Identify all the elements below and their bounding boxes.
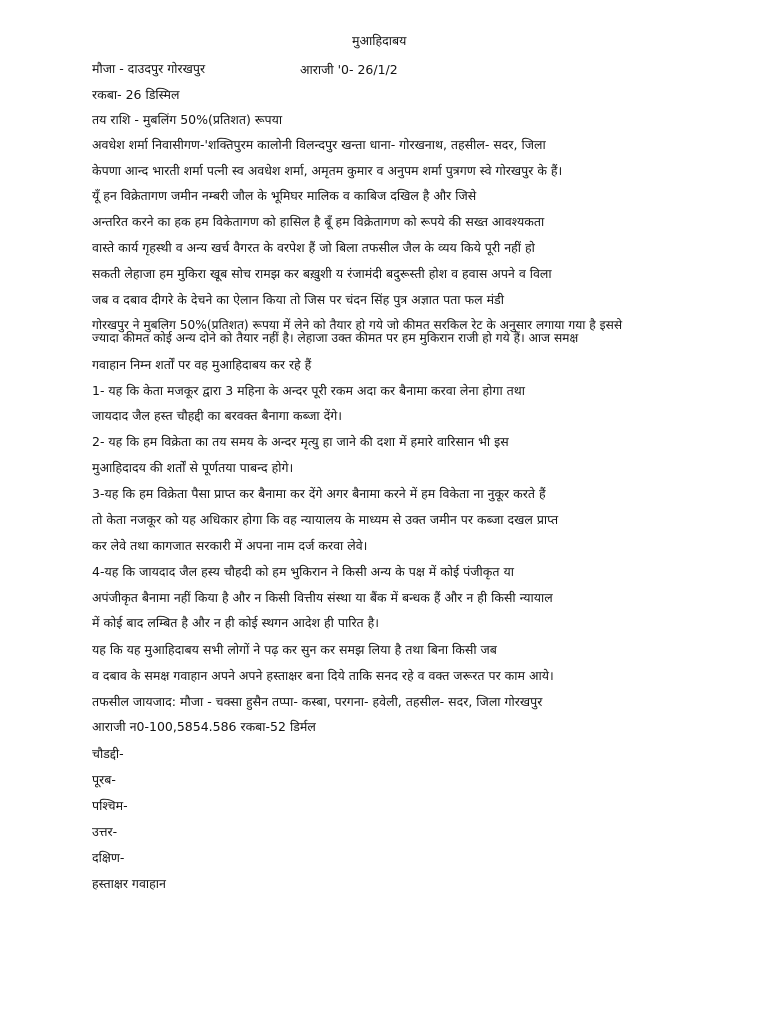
boundary-heading: चौडद्दी- xyxy=(92,746,124,761)
boundary-west: पश्चिम- xyxy=(92,798,128,813)
text-line: अन्तरित करने का हक हम विकेतागण को हासिल है बूँ हम विक्रेतागण को रूपये की सख्त आवश्यकता xyxy=(92,214,545,229)
text-line: तय राशि - मुबलिंग 50%(प्रतिशत) रूपया xyxy=(92,112,283,127)
header-mauja: मौजा - दाउदपुर गोरखपुर xyxy=(92,61,206,76)
clause-1-line-1: 1- यह कि केता मजकूर द्वारा 3 महिना के अन्दर पूरी रकम अदा कर बैनामा करवा लेना होगा तथा xyxy=(92,383,526,398)
boundary-north: उत्तर- xyxy=(92,824,118,839)
clause-4-line-3: में कोई बाद लम्बित है और न ही कोई स्थगन आदेश ही पारित है। xyxy=(92,615,380,630)
text-line: अवधेश शर्मा निवासीगण-'शक्तिपुरम कालोनी विलन्दपुर खन्ता धाना- गोरखनाथ, तहसील- सदर, जिला xyxy=(92,137,546,152)
text-line: जब व दबाव दीगरे के देचने का ऐलान किया तो जिस पर चंदन सिंह पुत्र अज्ञात पता फल मंडी xyxy=(92,292,504,307)
property-details: तफसील जायजाद: मौजा - चक्सा हुसैन तप्पा- कस्बा, परगना- हवेली, तहसील- सदर, जिला गोरखपुर xyxy=(92,694,543,709)
text-line: व दबाव के समक्ष गवाहान अपने अपने हस्ताक्षर बना दिये ताकि सनद रहे व वक्त जरूरत पर काम आये। xyxy=(92,668,554,683)
boundary-south: दक्षिण- xyxy=(92,850,125,865)
property-araji: आराजी न0-100,5854.586 रकबा-52 डिर्मल xyxy=(92,719,316,734)
witness-signatures-label: हस्ताक्षर गवाहान xyxy=(92,876,166,891)
clause-4-line-1: 4-यह कि जायदाद जैल हस्य चौहदी को हम भुकिरान ने किसी अन्य के पक्ष में कोई पंजीकृत या xyxy=(92,564,514,579)
text-line: गोरखपुर ने मुबलिग 50%(प्रतिशत) रूपया में लेने को तैयार हो गये जो कीमत सरकिल रेट के अनुसार लगाया गया है इससे xyxy=(92,318,623,332)
header-araji: आराजी '0- 26/1/2 xyxy=(300,62,398,77)
clause-2-line-1: 2- यह कि हम विक्रेता का तय समय के अन्दर मृत्यु हा जाने की दशा में हमारे वारिसान भी इस xyxy=(92,434,509,449)
clause-4-line-2: अपंजीकृत बैनामा नहीं किया है और न किसी वित्तीय संस्था या बैंक में बन्धक हैं और न ही किसी न्यायाल xyxy=(92,590,553,605)
clause-1-line-2: जायदाद जैल हस्त चौहद्दी का बरवक्त बैनागा कब्जा देंगे। xyxy=(92,408,343,423)
text-line: केपणा आन्द भारती शर्मा पत्नी स्व अवधेश शर्मा, अमृतम कुमार व अनुपम शर्मा पुत्रगण स्वे गोरखपुर के हैं। xyxy=(92,163,563,178)
clause-3-line-3: कर लेवे तथा कागजात सरकारी में अपना नाम दर्ज करवा लेवे। xyxy=(92,538,368,553)
text-line: सकती लेहाजा हम मुकिरा खूब सोच रामझ कर बख़ुशी य रंजामंदी बदुरूस्ती होश व हवास अपने व विला xyxy=(92,266,552,281)
clause-3-line-1: 3-यह कि हम विक्रेता पैसा प्राप्त कर बैनामा कर देंगे अगर बैनामा करने में हम विकेता ना नुकूर करते हैं xyxy=(92,486,546,501)
clause-2-line-2: मुआहिदादय की शर्तों से पूर्णतया पाबन्द होगे। xyxy=(92,460,294,475)
text-line: यूँ हन विक्रेतागण जमीन नम्बरी जौल के भूमिघर मालिक व काबिज दखिल है और जिसे xyxy=(92,188,477,203)
text-line: यह कि यह मुआहिदाबय सभी लोगों ने पढ़ कर सुन कर समझ लिया है तथा बिना किसी जब xyxy=(92,642,497,657)
boundary-east: पूरब- xyxy=(92,772,116,787)
text-line: गवाहान निम्न शर्तों पर वह मुआहिदाबय कर रहे हैं xyxy=(92,357,312,372)
text-line: वास्ते कार्य गृहस्थी व अन्य खर्च वैगरत के वरपेश हैं जो बिला तफसील जैल के व्यय किये पूरी नहीं हो xyxy=(92,240,535,255)
clause-3-line-2: तो केता नजकूर को यह अधिकार होगा कि वह न्यायालय के माध्यम से उक्त जमीन पर कब्जा दखल प्राप्त xyxy=(92,512,559,527)
text-line: ज्यादा कीमत कोई अन्य दोने को तैयार नहीं है। लेहाजा उक्त कीमत पर हम मुकिरान राजी हो गये हैं। आज समक्ष xyxy=(92,331,579,345)
text-line: रकबा- 26 डिस्मिल xyxy=(92,87,180,102)
document-title: मुआहिदाबय xyxy=(352,33,407,48)
